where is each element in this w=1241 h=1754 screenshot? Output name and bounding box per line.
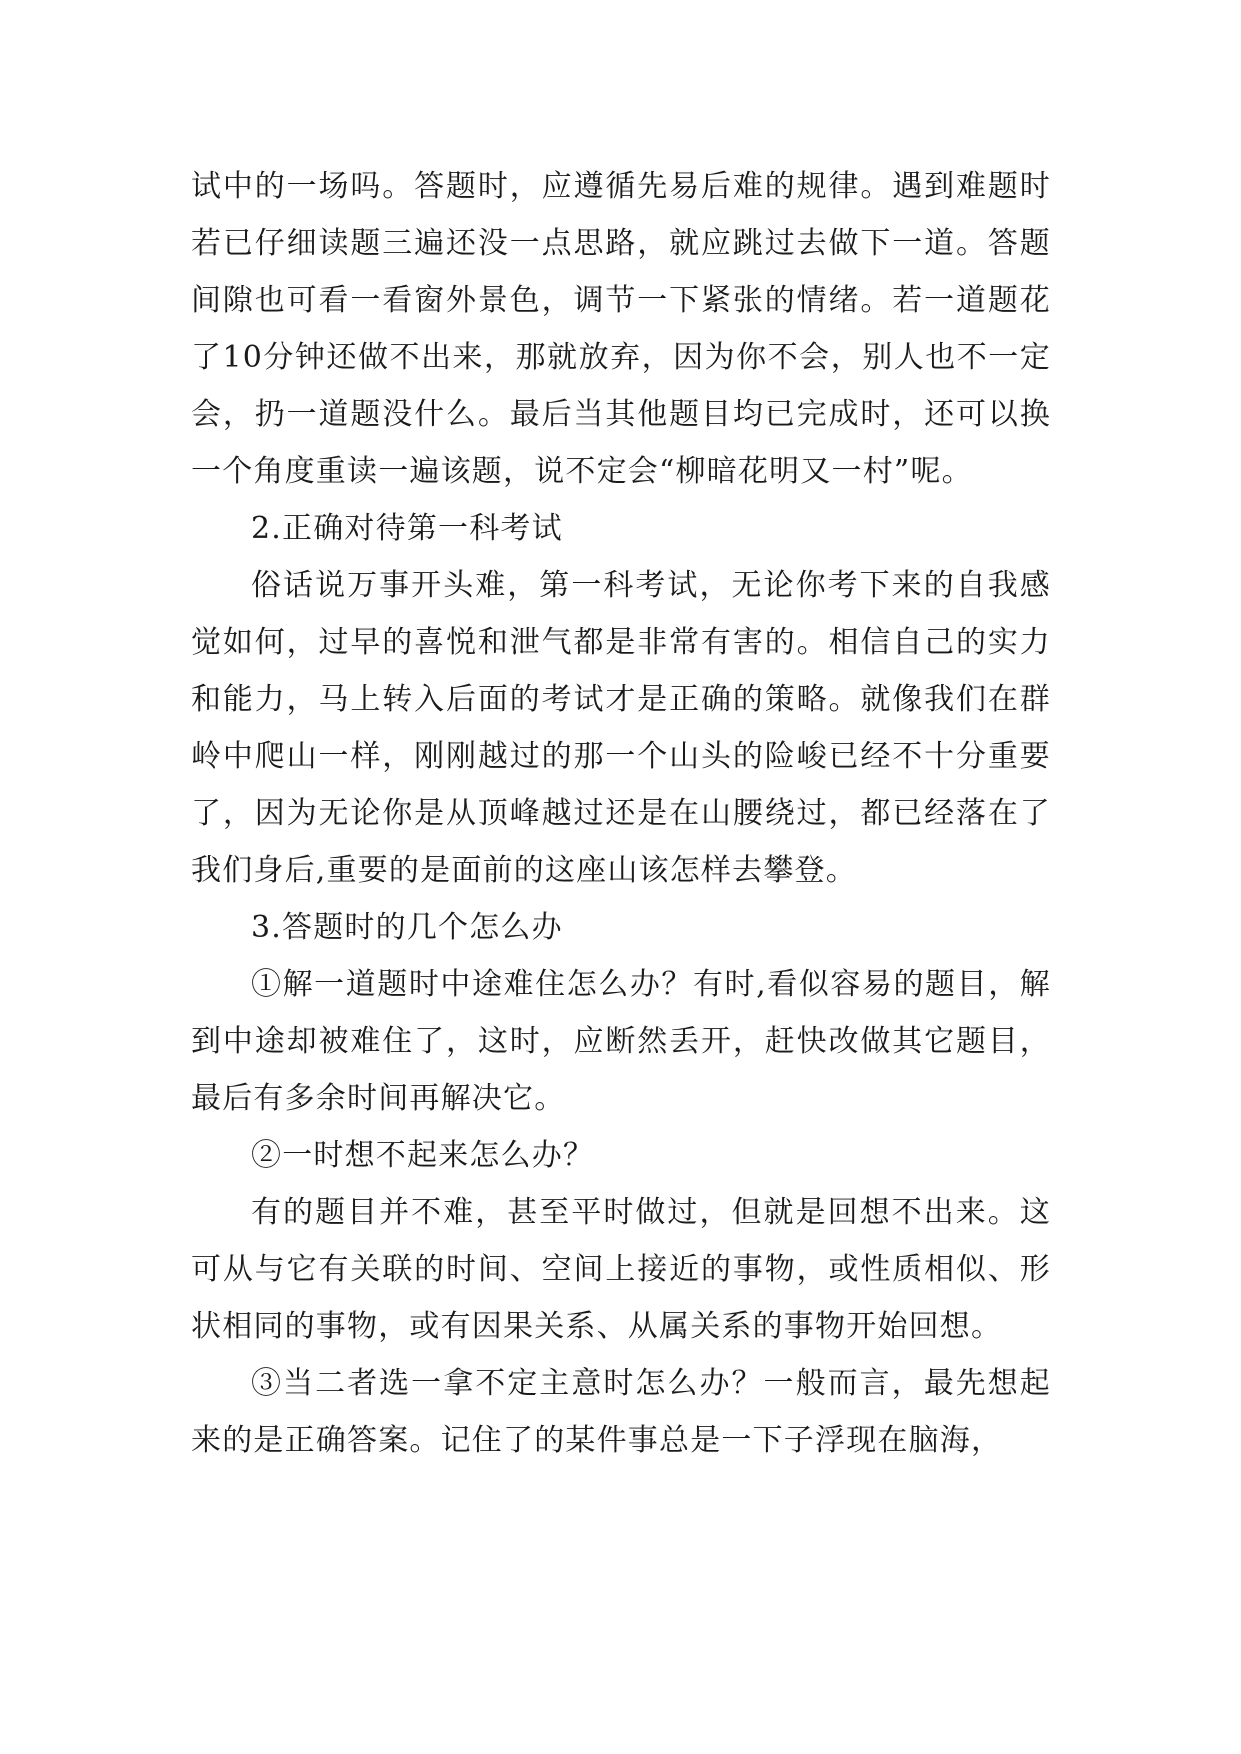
- paragraph-cannot-recall-answer: 有的题目并不难，甚至平时做过，但就是回想不出来。这可从与它有关联的时间、空间上接近的事物，或性质相似、形状相同的事物，或有因果关系、从属关系的事物开始回想。: [191, 1195, 1051, 1344]
- paragraph-answering-order: 试中的一场吗。答题时，应遵循先易后难的规律。遇到难题时若已仔细读题三遍还没一点思路，就应跳过去做下一道。答题间隙也可看一看窗外景色，调节一下紧张的情绪。若一道题花了10分钟还做不出来，那就放弃，因为你不会，别人也不一定会，扔一道题没什么。最后当其他题目均已完成时，还可以换一个角度重读一遍该题，说不定会“柳暗花明又一村”呢。: [191, 169, 1051, 489]
- heading-first-exam: 2.正确对待第一科考试: [251, 511, 563, 546]
- paragraph-cannot-recall-question: ②一时想不起来怎么办？: [251, 1138, 595, 1173]
- document-body: [191, 158, 1051, 1469]
- heading-what-to-do: 3.答题时的几个怎么办: [251, 910, 563, 945]
- paragraph-two-choices: ③当二者选一拿不定主意时怎么办？一般而言，最先想起来的是正确答案。记住了的某件事总是一下子浮现在脑海，: [191, 1366, 1051, 1458]
- paragraph-first-exam: 俗话说万事开头难，第一科考试，无论你考下来的自我感觉如何，过早的喜悦和泄气都是非常有害的。相信自己的实力和能力，马上转入后面的考试才是正确的策略。就像我们在群岭中爬山一样，刚刚越过的那一个山头的险峻已经不十分重要了，因为无论你是从顶峰越过还是在山腰绕过，都已经落在了我们身后,重要的是面前的这座山该怎样去攀登。: [191, 568, 1051, 888]
- paragraph-stuck-midway: ①解一道题时中途难住怎么办？有时,看似容易的题目，解到中途却被难住了，这时，应断然丢开，赶快改做其它题目，最后有多余时间再解决它。: [191, 967, 1051, 1116]
